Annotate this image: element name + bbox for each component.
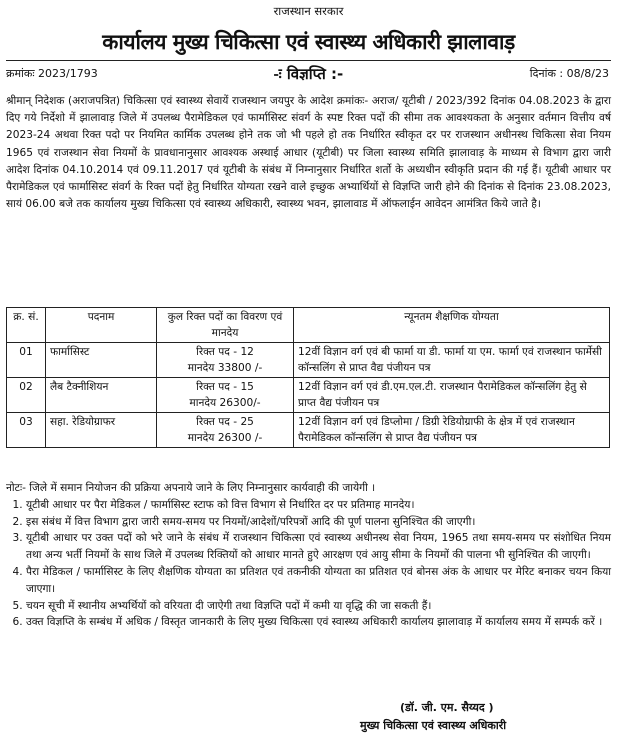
list-item: 1. यूटीबी आधार पर पैरा मेडिकल / फार्मासिस्ट स्टाफ को वित्त विभाग से निर्धारित दर पर प्रतिमाह मानदेय।: [26, 497, 611, 514]
row-vacancy: [157, 343, 294, 378]
list-item: 3. यूटीबी आधार पर उक्त पदों को भरे जाने के संबंध में राजस्थान चिकित्सा एवं स्वास्थ्य अधीनस्थ सेवा नियम, 1965 तथा समय-समय पर संशोधित नियम तथा अन्य भर्ती नियमों के साथ जिले में उपलब्ध रिक्तियों को आधार मानते हुऐ आरक्षण एवं आयु सीमा के नियमों की पालना भी सुनिश्चित की जाएगी।: [26, 530, 611, 564]
list-item: 6. उक्त विज्ञप्ति के सम्बंध में अधिक / विस्तृत जानकारी के लिए मुख्य चिकित्सा एवं स्वास्थ्य अधिकारी कार्यालय झालावाड़ में कार्यालय समय में सम्पर्क करें ।: [26, 614, 611, 631]
signatory-name: (डॉ. जी. एम. सैय्यद ): [400, 701, 494, 714]
row-sno: 02: [7, 378, 46, 413]
row-qualification: 12वीं विज्ञान वर्ग एवं बी फार्मा या डी. फार्मा या एम. फार्मा एवं राजस्थान फार्मेसी कॉन्सलिंग से प्राप्त वैद्य पंजीयन पत्र: [294, 343, 610, 378]
reference-number: क्रमांकः 2023/1793: [6, 67, 98, 80]
vacancy-count: रिक्त पद - 25: [196, 416, 254, 428]
honorarium: मानदेय 26300 /-: [187, 432, 263, 444]
row-qualification: 12वीं विज्ञान वर्ग एवं डी.एम.एल.टी. राजस्थान पैरामेडिकल कॉन्सलिंग हेतु से प्राप्त वैद्य पंजीयन पत्र: [294, 378, 610, 413]
table-row: [7, 413, 610, 448]
vacancy-table: [6, 307, 610, 448]
list-item: 5. चयन सूची में स्थानीय अभ्यर्थियों को वरियता दी जाऐगी तथा विज्ञप्ति पदों में कमी या वृद्धि की जा सकती हैं।: [26, 598, 611, 615]
header-sno: क्र. सं.: [7, 308, 46, 343]
list-item: 4. पैरा मेडिकल / फार्मासिस्ट के लिए शैक्षणिक योग्यता का प्रतिशत एवं तकनीकी योग्यता का प्रतिशत एवं बोनस अंक के आधार पर मेरिट बनाकर चयन किया जाएगा।: [26, 564, 611, 598]
vacancy-count: रिक्त पद - 12: [196, 346, 254, 358]
table-row: [7, 378, 610, 413]
row-sno: 01: [7, 343, 46, 378]
vacancy-count: रिक्त पद - 15: [196, 381, 254, 393]
row-qualification: 12वीं विज्ञान वर्ग एवं डिप्लोमा / डिग्री रेडियोग्राफी के क्षेत्र में एवं राजस्थान पैरामेडिकल कॉन्सलिंग से प्राप्त वैद्य पंजीयन पत्र: [294, 413, 610, 448]
row-post: फार्मासिस्ट: [46, 343, 157, 378]
table-row: [7, 343, 610, 378]
office-title: कार्यालय मुख्य चिकित्सा एवं स्वास्थ्य अधिकारी झालावाड़: [102, 30, 515, 54]
header-divider: [6, 60, 611, 61]
notice-title: -ः विज्ञप्ति :-: [273, 65, 344, 83]
row-post: सहा. रेडियोग्राफर: [46, 413, 157, 448]
row-vacancy: [157, 413, 294, 448]
notes-list: [6, 497, 611, 631]
table-header-row: [7, 308, 610, 343]
notice-date: दिनांक : 08/8/23: [529, 67, 609, 80]
signatory-designation: मुख्य चिकित्सा एवं स्वास्थ्य अधिकारी: [360, 719, 507, 732]
notice-body: श्रीमान् निदेशक (अराजपत्रित) चिकित्सा एवं स्वास्थ्य सेवायें राजस्थान जयपुर के आदेश क्रमांकः- अराज/ यूटीबी / 2023/392 दिनांक 04.08.2023 के द्वारा दिए गये निर्देशो में झालावाड़ जिले में उपलब्ध पैरामेडिकल एवं फार्मासिस्ट संवर्ग के स्पष्ट रिक्त पदों की सीमा तक आवश्यकता के अनुसार वर्तमान वित्तीय वर्ष 2023-24 अथवा रिक्त पदो पर नियमित कार्मिक उपलब्ध होने तक जो भी पहले हो तक निर्धारित स्वीकृत दर पर राजस्थान अधीनस्थ चिकित्सा सेवा नियम 1965 एवं राजस्थान सेवा नियमों के प्रावधानानुसार आवश्यक अस्थाई आधार (यूटीबी) पर जिला स्वास्थ्य समिति झालावाड़ के माध्यम से विभाग द्वारा जारी आदेश दिनांक 04.10.2014 एवं 09.11.2017 एवं यूटीबी के संबंध में निम्नानुसार निर्धारित शर्तो के अध्यधीन स्वीकृति प्रदान की गई हैं। यूटीबी आधार पर पैरामेडिकल एवं फार्मासिस्ट संवर्ग के रिक्त पदों हेतु निर्धारित योग्यता रखने वाले इच्छुक अभ्यार्थियों से विज्ञप्ति जारी होने की दिनांक से दिनांक 23.08.2023, सायं 06.00 बजे तक कार्यालय मुख्य चिकित्सा एवं स्वास्थ्य अधिकारी, स्वास्थ्य भवन, झालावाड में ऑफलाईन आवेदन आमंत्रित किये जाते है।: [6, 95, 611, 211]
row-post: लैब टैक्नीशियन: [46, 378, 157, 413]
honorarium: मानदेय 33800 /-: [187, 362, 263, 374]
notes-heading: नोटः- जिले में समान नियोजन की प्रक्रिया अपनाये जाने के लिए निम्नानुसार कार्यवाही की जायेगी ।: [6, 482, 376, 494]
government-label: राजस्थान सरकार: [273, 4, 344, 18]
notes-section: [6, 480, 611, 631]
row-vacancy: [157, 378, 294, 413]
header-qualification: न्यूनतम शैक्षणिक योग्यता: [294, 308, 610, 343]
list-item: 2. इस संबंध में वित्त विभाग द्वारा जारी समय-समय पर नियमों/आदेशों/परिपत्रों आदि की पूर्ण पालना सुनिश्चित की जाएगी।: [26, 514, 611, 531]
row-sno: 03: [7, 413, 46, 448]
honorarium: मानदेय 26300/-: [189, 397, 261, 409]
header-post: पदनाम: [46, 308, 157, 343]
header-vacancy: कुल रिक्त पदों का विवरण एवं मानदेय: [157, 308, 294, 343]
